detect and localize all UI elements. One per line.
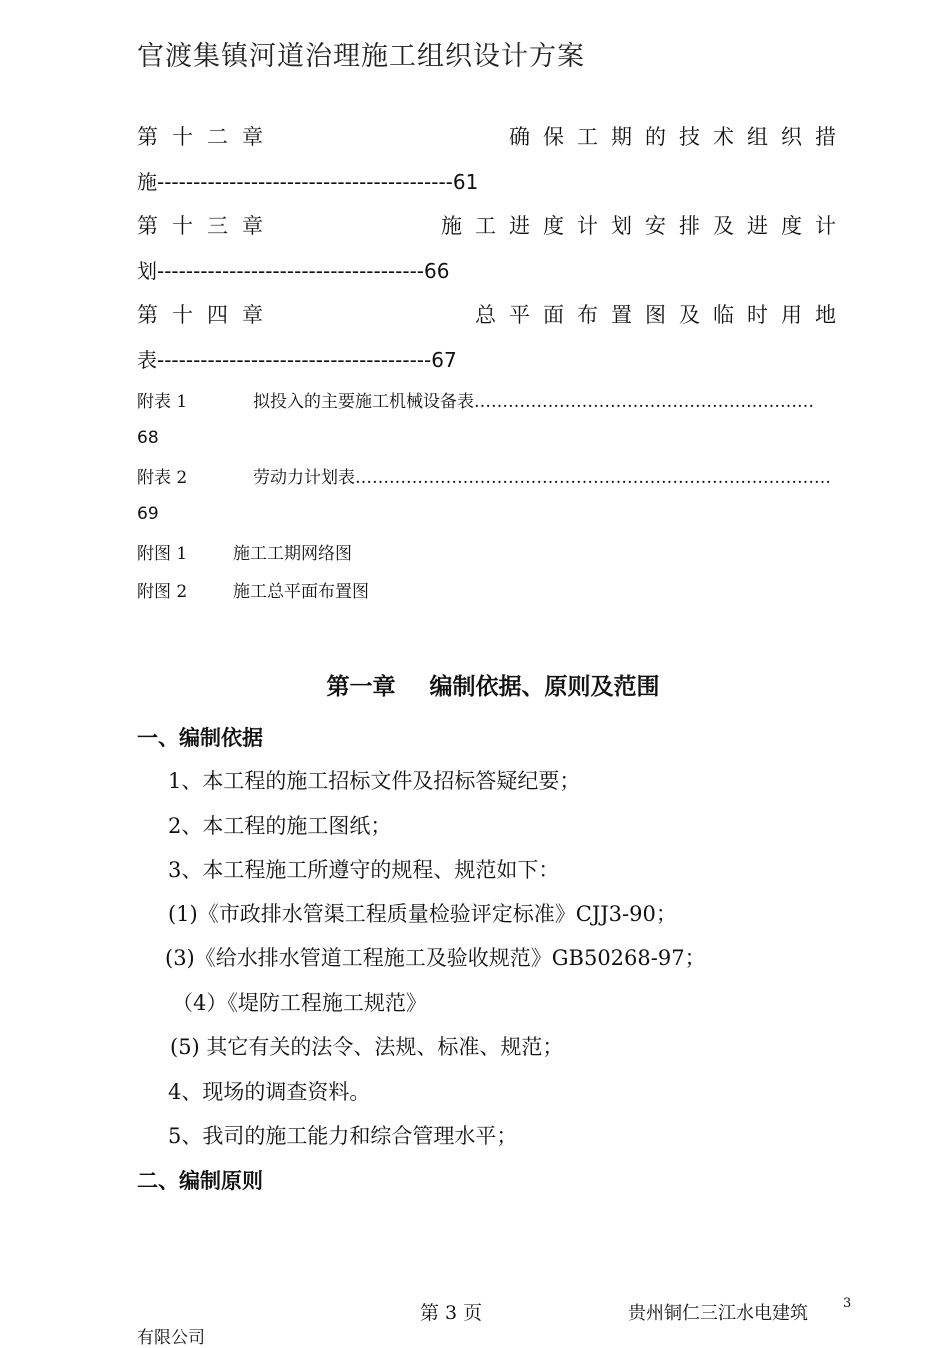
section-heading-basis: 一、编制依据 xyxy=(137,726,263,750)
toc-chapter-title: 施工进度计划安排及进度计 xyxy=(441,214,849,238)
appendix-title: 劳动力计划表………………………………………………………………………… xyxy=(253,468,831,488)
toc-appendix-figure-1 xyxy=(137,541,849,567)
footer-number: 3 xyxy=(843,1296,852,1311)
appendix-title: 施工工期网络图 xyxy=(233,544,352,564)
footer-company: 贵州铜仁三江水电建筑 xyxy=(628,1303,808,1324)
chapter-number: 第一章 xyxy=(326,674,396,700)
toc-appendix-table-1 xyxy=(137,389,849,415)
list-item: 4、现场的调查资料。 xyxy=(168,1080,371,1104)
chapter-title: 编制依据、原则及范围 xyxy=(429,674,660,700)
list-item: 5、我司的施工能力和综合管理水平； xyxy=(168,1124,518,1148)
toc-chapter-12 xyxy=(137,122,849,152)
appendix-title: 拟投入的主要施工机械设备表…………………………………………………… xyxy=(253,392,814,412)
footer-company-continuation: 有限公司 xyxy=(137,1328,205,1348)
toc-chapter-label: 第十二章 xyxy=(137,125,277,149)
footer-page-number: 第 3 页 xyxy=(420,1302,483,1324)
list-item: (3)《给水排水管道工程施工及验收规范》GB50268-97； xyxy=(165,946,706,970)
list-item: 1、本工程的施工招标文件及招标答疑纪要； xyxy=(168,769,581,793)
toc-chapter-title: 总平面布置图及临时用地 xyxy=(475,303,849,327)
toc-chapter-label: 第十三章 xyxy=(137,214,277,238)
toc-appendix-table-2 xyxy=(137,465,849,491)
appendix-title: 施工总平面布置图 xyxy=(233,582,369,602)
chapter-heading xyxy=(0,668,950,701)
toc-chapter-14 xyxy=(137,300,849,330)
section-heading-principles: 二、编制原则 xyxy=(137,1169,263,1193)
appendix-label: 附图 2 xyxy=(137,582,188,602)
appendix-label: 附表 1 xyxy=(137,392,188,412)
toc-chapter-12-continuation: 施-----------------------------------------61 xyxy=(137,170,479,194)
toc-chapter-label: 第十四章 xyxy=(137,303,277,327)
appendix-page-number: 69 xyxy=(137,504,159,524)
list-item: (5) 其它有关的法令、法规、标准、规范； xyxy=(170,1035,564,1059)
appendix-page-number: 68 xyxy=(137,428,159,448)
toc-chapter-13-continuation: 划-------------------------------------66 xyxy=(137,259,450,283)
appendix-label: 附表 2 xyxy=(137,468,188,488)
document-header-title: 官渡集镇河道治理施工组织设计方案 xyxy=(137,41,585,72)
toc-chapter-14-continuation: 表--------------------------------------67 xyxy=(137,348,457,372)
list-item: 3、本工程施工所遵守的规程、规范如下： xyxy=(168,858,560,882)
list-item: (1)《市政排水管渠工程质量检验评定标准》CJJ3-90； xyxy=(168,902,677,926)
toc-appendix-figure-2 xyxy=(137,579,849,605)
list-item: （4）《堤防工程施工规范》 xyxy=(172,991,427,1015)
toc-chapter-title: 确保工期的技术组织措 xyxy=(509,125,849,149)
appendix-label: 附图 1 xyxy=(137,544,188,564)
toc-chapter-13 xyxy=(137,211,849,241)
list-item: 2、本工程的施工图纸； xyxy=(168,814,392,838)
